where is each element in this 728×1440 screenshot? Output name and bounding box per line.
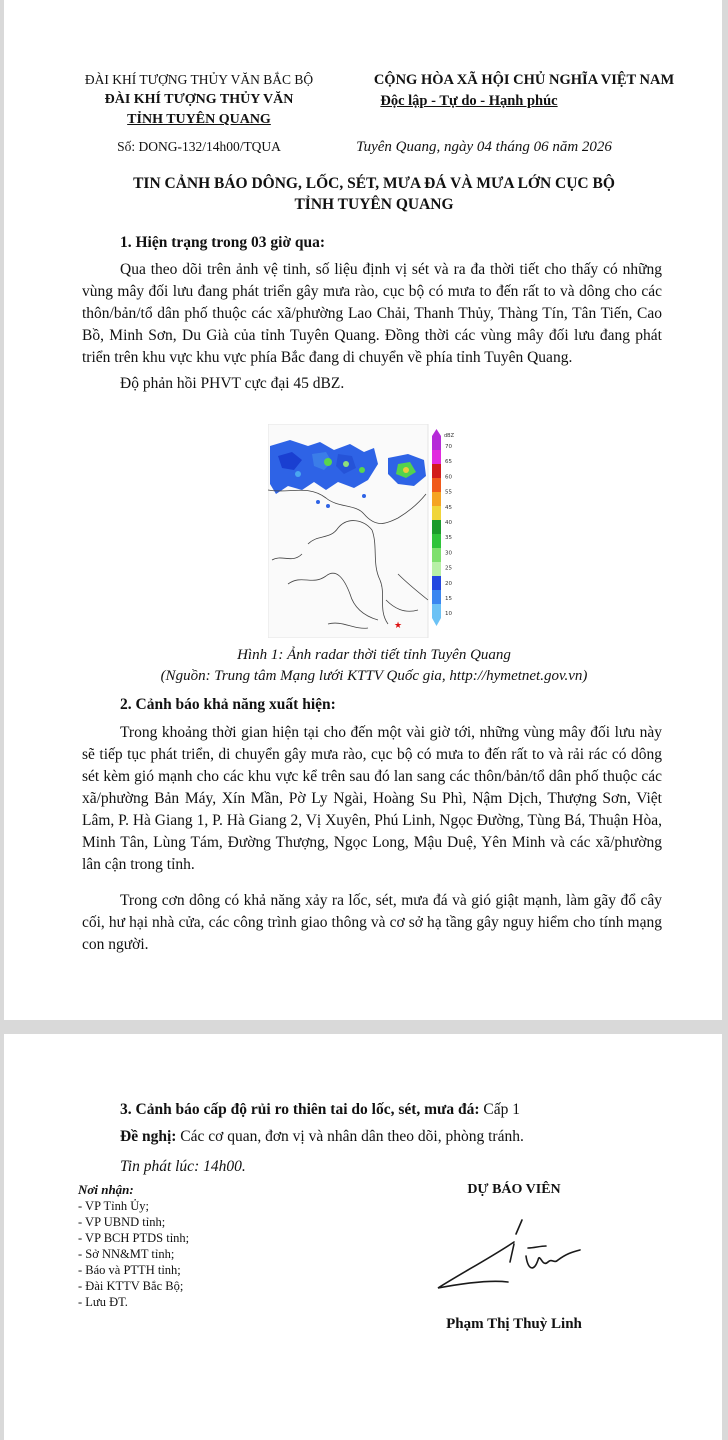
doc-number: Số: DONG-132/14h00/TQUA (117, 139, 281, 154)
section2-body (82, 722, 662, 956)
risk-level: Cấp 1 (479, 1101, 520, 1118)
recommend-label: Đề nghị: (120, 1128, 177, 1145)
recipient-item: - Lưu ĐT. (78, 1295, 128, 1309)
signatory-name: Phạm Thị Thuỳ Linh (446, 1316, 582, 1332)
radar-scale-tick: 65 (445, 459, 452, 466)
section3-line (120, 1101, 520, 1119)
radar-scale-tick: 35 (445, 535, 452, 542)
section1-body (82, 259, 662, 395)
recipient-item: - Đài KTTV Bắc Bộ; (78, 1279, 184, 1293)
agency-line2: TỈNH TUYÊN QUANG (127, 112, 271, 127)
radar-scale-tick: 60 (445, 474, 452, 481)
doc-title-line1: TIN CẢNH BÁO DÔNG, LỐC, SÉT, MƯA ĐÁ VÀ MƯA LỚN CỤC BỘ (133, 175, 615, 192)
recipients-title: Nơi nhận: (78, 1182, 134, 1197)
recommend-line (120, 1128, 524, 1146)
motto: Độc lập - Tự do - Hạnh phúc (380, 93, 558, 109)
signature-role: DỰ BÁO VIÊN (467, 1182, 561, 1197)
radar-scale-tick: 15 (445, 596, 452, 602)
document-page-2 (4, 1034, 722, 1440)
radar-scale-tick: 10 (445, 611, 452, 618)
document-page-1 (4, 0, 722, 1020)
svg-text:★: ★ (394, 620, 403, 630)
doc-title-line2: TỈNH TUYÊN QUANG (294, 196, 454, 213)
figure-source: (Nguồn: Trung tâm Mạng lưới KTTV Quốc gia, http://hymetnet.gov.vn) (160, 668, 588, 684)
reflectivity-note: Độ phản hồi PHVT cực đại 45 dBZ. (120, 375, 345, 392)
recipient-item: - VP BCH PTDS tỉnh; (78, 1231, 190, 1245)
issued-time: Tin phát lúc: 14h00. (120, 1158, 246, 1175)
section1-heading: 1. Hiện trạng trong 03 giờ qua: (120, 234, 326, 251)
recipient-item: - Báo và PTTH tỉnh; (78, 1263, 181, 1277)
section3-heading: 3. Cảnh báo cấp độ rủi ro thiên tai do lốc, sét, mưa đá: (120, 1101, 480, 1118)
handwritten-signature (430, 1212, 590, 1292)
recipient-item: - Sở NN&MT tỉnh; (78, 1247, 175, 1261)
section2-heading: 2. Cảnh báo khả năng xuất hiện: (120, 696, 336, 713)
agency-parent: ĐÀI KHÍ TƯỢNG THỦY VĂN BẮC BỘ (84, 72, 314, 87)
section2-paragraph1: Trong khoảng thời gian hiện tại cho đến một vài giờ tới, những vùng mây đối lưu này sẽ tiếp tục phát triển, di chuyển gây mưa rào, cục bộ có mưa to đến rất to và rải rác có dông sét kèm gió mạnh cho các khu vực kể trên sau đó lan sang các thôn/bản/tổ dân phố thuộc các xã/phường Bản Máy, Xín Mần, Pờ Ly Ngài, Hoàng Su Phì, Nậm Dịch, Thượng Sơn, Việt Lâm, P. Hà Giang 1, P. Hà Giang 2, Vị Xuyên, Phú Linh, Ngọc Đường, Tùng Bá, Thuận Hòa, Minh Tân, Lùng Tám, Đường Thượng, Ngọc Long, Mậu Duệ, Yên Minh và các xã/phường lân cận trong tỉnh. (82, 724, 662, 873)
radar-scale-tick: 55 (445, 489, 452, 496)
radar-scale-tick: 20 (445, 580, 452, 587)
radar-scale-unit: dBZ (444, 433, 455, 439)
recipients-list (78, 1182, 189, 1310)
recipient-item: - VP Tỉnh Ủy; (78, 1199, 149, 1213)
radar-image (268, 424, 464, 638)
radar-scale-tick: 25 (445, 565, 452, 572)
radar-scale-tick: 40 (445, 520, 452, 526)
agency-line1: ĐÀI KHÍ TƯỢNG THỦY VĂN (104, 92, 294, 107)
place-date: Tuyên Quang, ngày 04 tháng 06 năm 2026 (356, 139, 612, 155)
section1-paragraph: Qua theo dõi trên ảnh vệ tinh, số liệu định vị sét và ra đa thời tiết cho thấy có những vùng mây đối lưu đang phát triển gây mưa rào, cục bộ có mưa to đến rất to và dông cho các thôn/bản/tổ dân phố thuộc các xã/phường Lao Chải, Thanh Thủy, Thàng Tín, Tân Tiến, Cao Bồ, Minh Sơn, Du Già của tỉnh Tuyên Quang. Đồng thời các vùng mây đối lưu đang phát triển trên khu vực khu vực phía Bắc đang di chuyển về phía tỉnh Tuyên Quang. (82, 261, 662, 366)
nation-title: CỘNG HÒA XÃ HỘI CHỦ NGHĨA VIỆT NAM (373, 72, 675, 88)
radar-scale-tick: 70 (445, 444, 452, 450)
recipient-item: - VP UBND tỉnh; (78, 1215, 166, 1229)
figure-caption: Hình 1: Ảnh radar thời tiết tỉnh Tuyên Quang (237, 647, 511, 663)
section2-paragraph2: Trong cơn dông có khả năng xảy ra lốc, sét, mưa đá và gió giật mạnh, làm gãy đổ cây cối, hư hại nhà cửa, các công trình giao thông và cơ sở hạ tầng gây nguy hiểm cho tính mạng con người. (82, 892, 662, 953)
radar-scale-tick: 45 (445, 504, 452, 511)
radar-scale-tick: 30 (445, 550, 452, 557)
recommend-text: Các cơ quan, đơn vị và nhân dân theo dõi, phòng tránh. (176, 1128, 524, 1145)
